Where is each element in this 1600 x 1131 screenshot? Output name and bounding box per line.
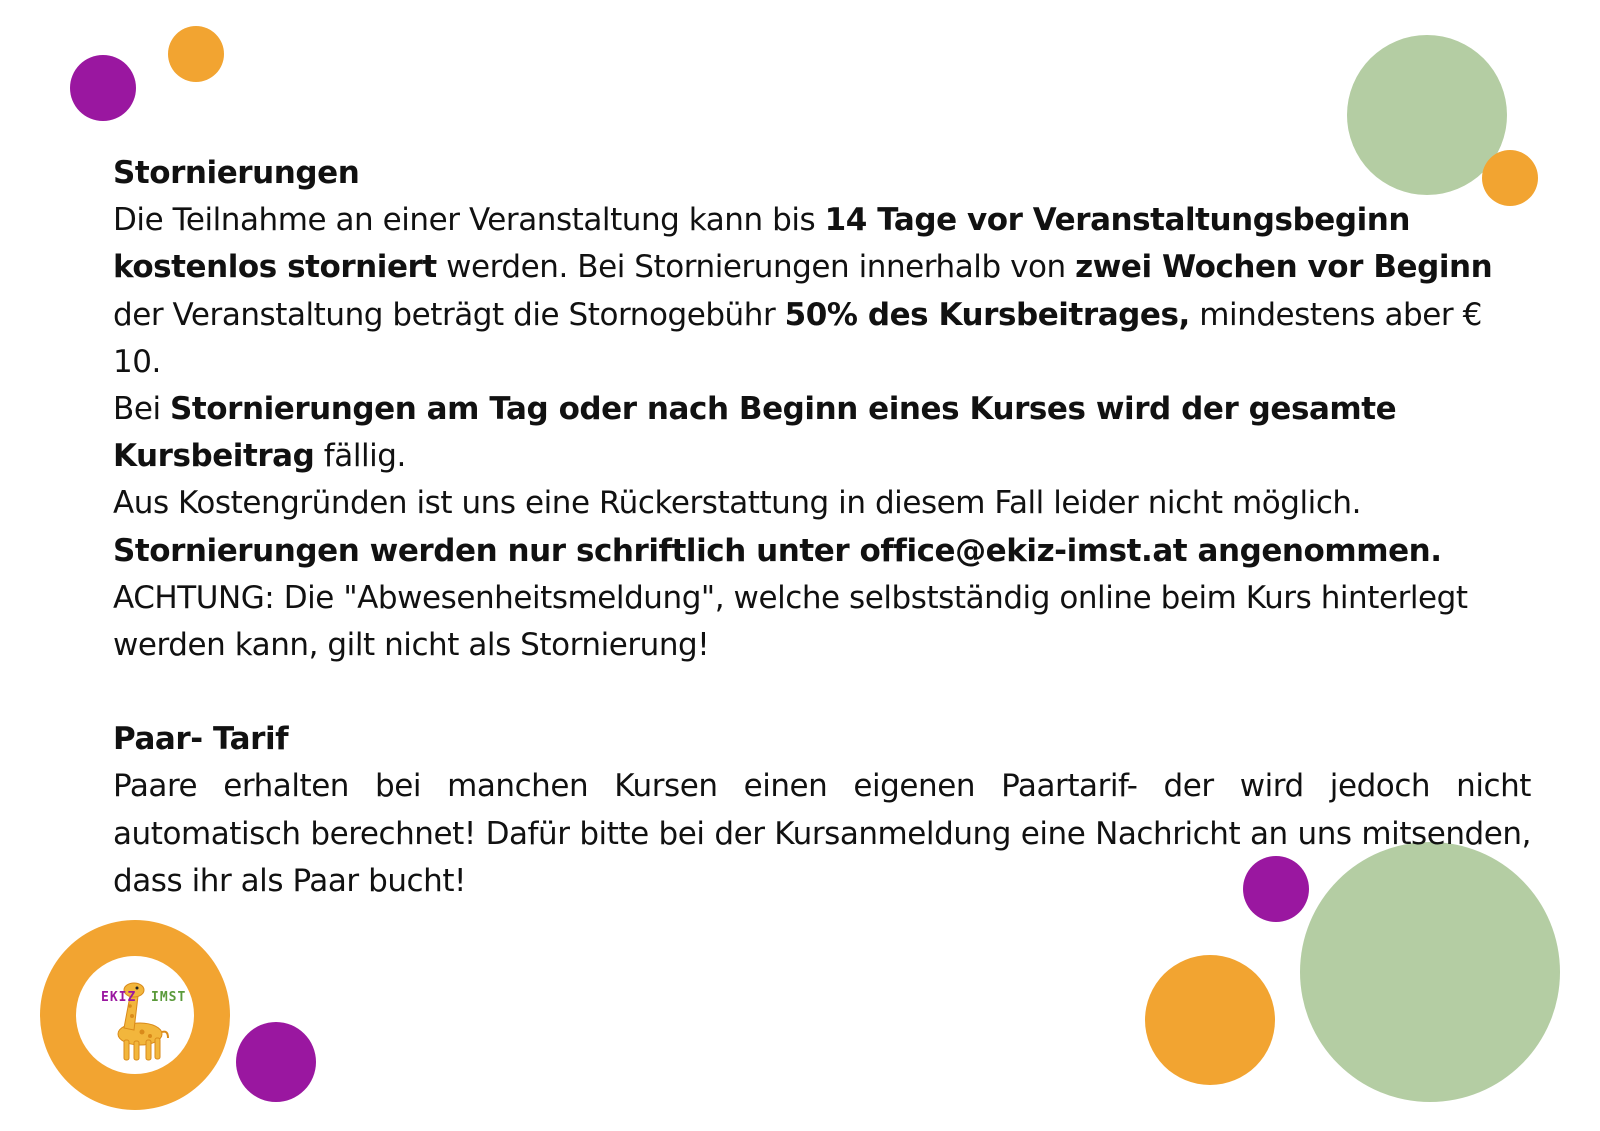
text-segment: Bei: [113, 391, 171, 428]
heading-stornierungen: Stornierungen: [113, 155, 360, 191]
bold-segment: zwei Wochen vor Beginn: [1075, 249, 1493, 286]
text-segment: werden. Bei Stornierungen innerhalb von: [436, 249, 1076, 286]
bold-segment: 14 Tage vor Veranstaltungsbeginn kostenlos storniert: [113, 202, 1410, 286]
bold-segment: 50% des Kursbeitrages,: [784, 296, 1190, 333]
text-segment: Die Teilnahme an einer Veranstaltung kann bis: [113, 202, 825, 239]
purple-dot-icon: [70, 55, 136, 121]
paragraph-achtung: ACHTUNG: Die "Abwesenheitsmeldung", welche selbstständig online beim Kurs hinterlegt werden kann, gilt nicht als Stornierung!: [113, 579, 1468, 664]
paragraph-storno-frist: [113, 197, 1531, 386]
paragraph-rueckerstattung: Aus Kostengründen ist uns eine Rückerstattung in diesem Fall leider nicht möglich.: [113, 485, 1362, 522]
bold-segment: Stornierungen werden nur schriftlich unter office@ekiz-imst.at angenommen.: [113, 532, 1442, 569]
text-segment: mindestens aber € 10.: [113, 296, 1482, 380]
bold-segment: Stornierungen am Tag oder nach Beginn eines Kurses wird der gesamte Kursbeitrag: [113, 391, 1397, 475]
text-segment: fällig.: [314, 438, 406, 475]
giraffe-icon: [76, 956, 194, 1074]
content: [113, 150, 1531, 905]
purple-dot-icon: [236, 1022, 316, 1102]
paragraph-storno-tag: [113, 386, 1531, 480]
heading-paar-tarif: Paar- Tarif: [113, 721, 289, 758]
paragraph-paar-tarif: Paare erhalten bei manchen Kursen einen eigenen Paartarif- der wird jedoch nicht automatisch berechnet! Dafür bitte bei der Kursanmeldung eine Nachricht an uns mitsenden, dass ihr als Paar bucht!: [113, 768, 1531, 899]
orange-dot-icon: [1145, 955, 1275, 1085]
paragraph-schriftlich: [113, 528, 1531, 575]
spacer: [113, 669, 1531, 716]
logo-word-ekiz: EKIZ: [101, 990, 137, 1005]
logo-word-imst: IMST: [151, 990, 187, 1005]
orange-dot-icon: [168, 26, 224, 82]
text-segment: der Veranstaltung beträgt die Stornogebühr: [113, 296, 785, 333]
